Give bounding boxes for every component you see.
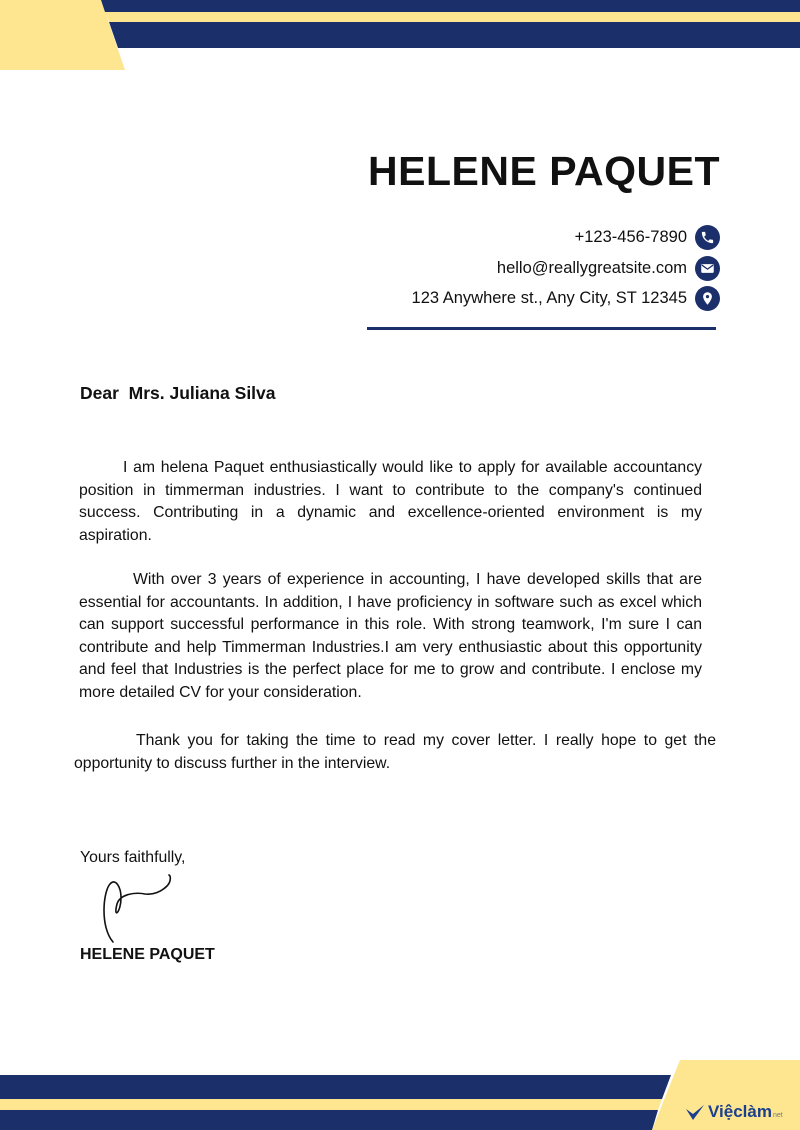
email-text: hello@reallygreatsite.com bbox=[496, 258, 687, 277]
location-pin-icon bbox=[695, 286, 720, 311]
brand-suffix: net bbox=[772, 1112, 783, 1119]
bottom-navy-stripe-1 bbox=[0, 1075, 671, 1099]
closing: Yours faithfully, bbox=[80, 849, 186, 866]
greeting: Dear Mrs. Juliana Silva bbox=[80, 383, 276, 403]
applicant-name: HELENE PAQUET bbox=[368, 148, 720, 194]
email-icon bbox=[695, 256, 720, 281]
contact-address bbox=[412, 285, 720, 311]
body-paragraph-2: With over 3 years of experience in accounting, I have developed skills that are essential for accountants. In addition, I have proficiency in software such as excel which can support successful performance in this role. With strong teamwork, I'm sure I can contribute and help Timmerman Industries.I am very enthusiastic about this opportunity and feel that Industries is the perfect place for me to grow and contribute. I enclose my more detailed CV for your consideration. bbox=[79, 571, 702, 701]
contact-email bbox=[497, 255, 720, 281]
bottom-decoration bbox=[0, 1055, 800, 1130]
bottom-yellow-stripe bbox=[0, 1099, 662, 1110]
contact-phone bbox=[575, 224, 720, 250]
top-navy-stripe-2 bbox=[109, 22, 800, 48]
body-paragraph-1: I am helena Paquet enthusiastically would like to apply for available accountancy position in timmerman industries. I want to contribute to the company's continued success. Contributing in a dynamic and excellence-oriented environment is my aspiration. bbox=[79, 459, 702, 544]
handwritten-signature bbox=[95, 872, 180, 947]
brand-check-icon bbox=[685, 1104, 705, 1122]
address-text: 123 Anywhere st., Any City, ST 12345 bbox=[411, 288, 687, 307]
signature-name: HELENE PAQUET bbox=[80, 946, 215, 963]
phone-text: +123-456-7890 bbox=[574, 227, 687, 246]
body-paragraph-3: Thank you for taking the time to read my cover letter. I really hope to get the opportunity to discuss further in the interview. bbox=[74, 732, 716, 772]
top-navy-stripe-1 bbox=[101, 0, 800, 12]
brand-name: Việclàm bbox=[708, 1102, 772, 1121]
top-decoration bbox=[0, 0, 800, 75]
watermark-brand bbox=[685, 1102, 783, 1122]
header-divider bbox=[367, 327, 716, 330]
bottom-navy-stripe-2 bbox=[0, 1110, 658, 1130]
top-yellow-stripe bbox=[105, 12, 800, 22]
phone-icon bbox=[695, 225, 720, 250]
